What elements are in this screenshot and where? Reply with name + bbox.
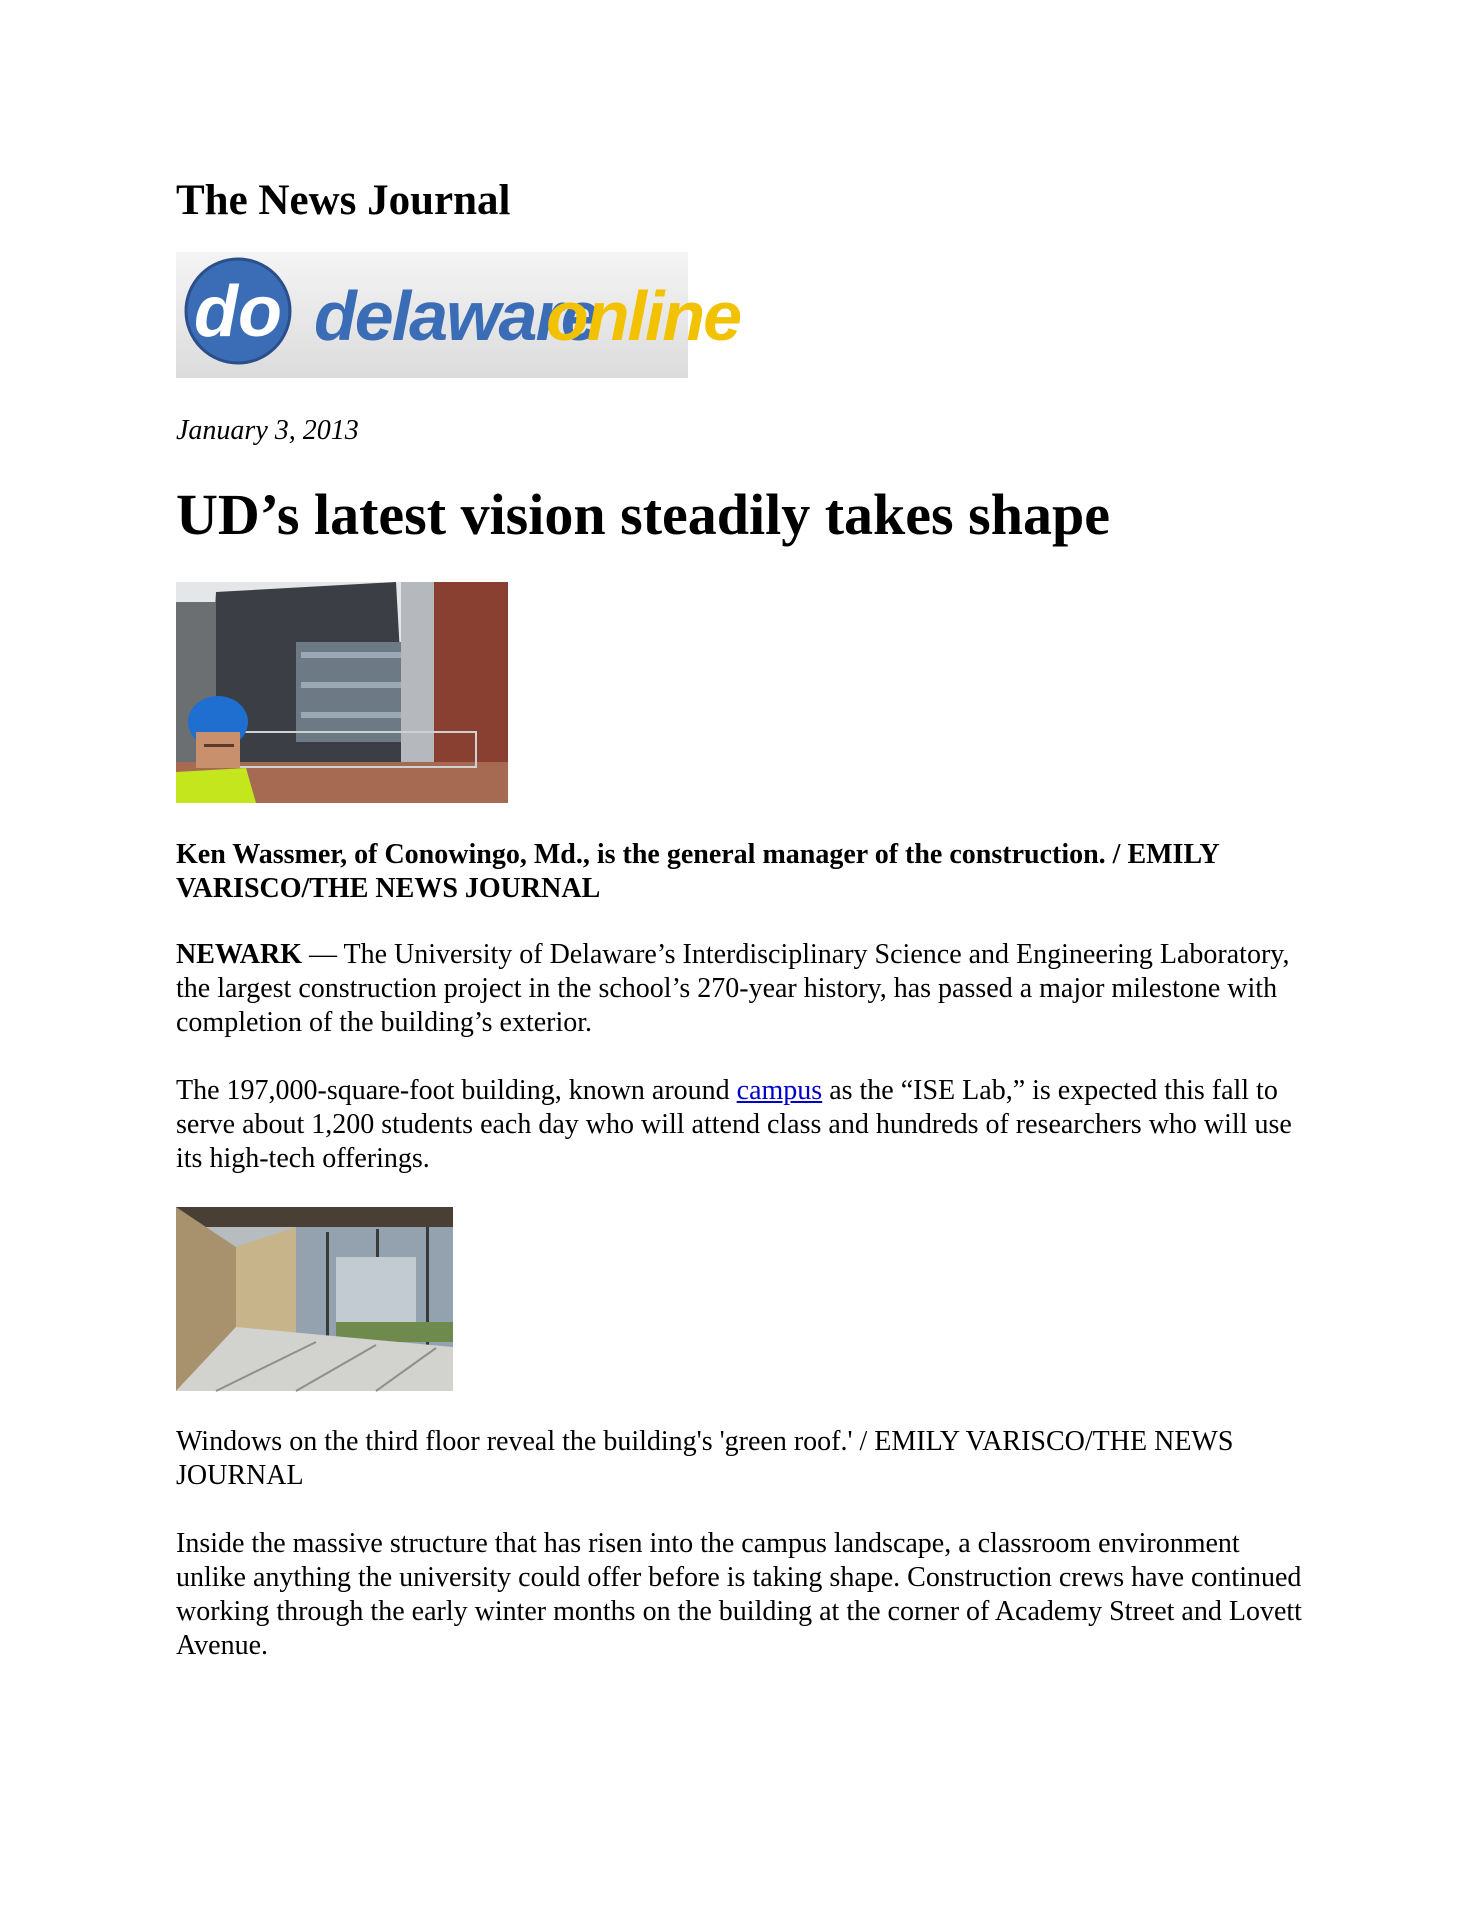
svg-text:delaware: delaware	[314, 277, 598, 355]
photo1-caption	[176, 838, 1316, 906]
article-date: January 3, 2013	[176, 415, 359, 446]
dateline-place: NEWARK	[176, 939, 303, 970]
paragraph-2-after: as the “ISE Lab,” is expected this fall to serve about 1,200 students each day who will attend class and hundreds of researchers who will use its high-tech offerings.	[176, 1075, 1292, 1174]
corridor-windows-photo	[176, 1207, 453, 1391]
svg-text:do: do	[194, 272, 282, 352]
construction-manager-photo	[176, 582, 508, 803]
paragraph-1-text: — The University of Delaware’s Interdisciplinary Science and Engineering Laboratory, the largest construction project in the school’s 270-year history, has passed a major milestone with completion of the building’s exterior.	[176, 939, 1290, 1038]
campus-link[interactable]: campus	[736, 1075, 823, 1106]
photo1-caption-text: Ken Wassmer, of Conowingo, Md., is the general manager of the construction. /	[176, 839, 1121, 870]
delawareonline-logo	[176, 252, 741, 378]
article-headline: UD’s latest vision steadily takes shape	[176, 482, 1110, 547]
article-paragraph-2	[176, 1074, 1316, 1176]
photo1-credit: EMILY VARISCO/THE NEWS JOURNAL	[176, 839, 1219, 904]
article-paragraph-1	[176, 938, 1316, 1040]
publication-name: The News Journal	[176, 177, 511, 224]
svg-text:online: online	[546, 277, 741, 355]
paragraph-2-before: The 197,000-square-foot building, known around	[176, 1075, 737, 1106]
photo2-caption: Windows on the third floor reveal the building's 'green roof.' / EMILY VARISCO/THE NEWS JOURNAL	[176, 1426, 1234, 1491]
article-paragraph-3: Inside the massive structure that has risen into the campus landscape, a classroom environment unlike anything the university could offer before is taking shape. Construction crews have continued working through the early winter months on the building at the corner of Academy Street and Lovett Avenue.	[176, 1528, 1302, 1661]
